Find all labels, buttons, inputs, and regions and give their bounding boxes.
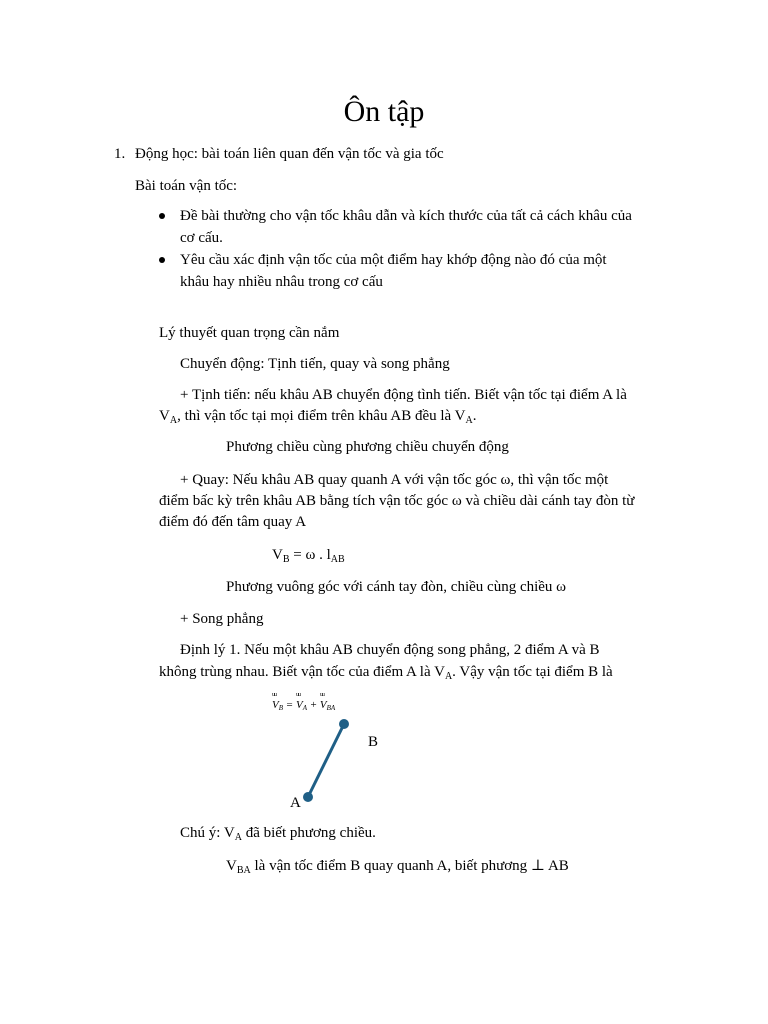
vector-formula: uu $V_B$ = uu $V_A$ + uu $V_{BA}$ — [272, 692, 336, 712]
rotation-line-3: điểm đó đến tâm quay A — [159, 514, 307, 530]
bullet-1-line-2: cơ cấu. — [180, 230, 223, 246]
theorem-line-1: Định lý 1. Nếu một khâu AB chuyển động song phẳng, 2 điểm A và B — [180, 642, 600, 658]
note-line-2: $V_{BA}$ là vận tốc điểm B quay quanh A, biết phương ⊥ AB — [226, 858, 569, 876]
subheading-velocity-problem: Bài toán vận tốc: — [135, 178, 238, 194]
link-ab — [308, 724, 344, 797]
section-number: 1. — [114, 146, 126, 162]
bullet-2-line-2: khâu hay nhiều nhâu trong cơ cấu — [180, 274, 383, 290]
rotation-line-1: + Quay: Nếu khâu AB quay quanh A với vận tốc góc ω, thì vận tốc một — [180, 472, 609, 488]
rotation-direction: Phương vuông góc với cánh tay đòn, chiều cùng chiều ω — [226, 579, 567, 595]
bullet-1-line-1: Đề bài thường cho vận tốc khâu dẫn và kích thước của tất cả cách khâu của — [180, 208, 632, 224]
section-heading: Động học: bài toán liên quan đến vận tốc và gia tốc — [135, 146, 444, 162]
theorem-line-2: không trùng nhau. Biết vận tốc của điểm A là $V_A$. Vậy vận tốc tại điểm B là — [159, 664, 613, 682]
translation-line-2: $V_A$, thì vận tốc tại mọi điểm trên khâu AB đều là $V_A$. — [159, 408, 477, 426]
theory-heading: Lý thuyết quan trọng cần nắm — [159, 325, 340, 341]
joint-a — [303, 792, 313, 802]
motion-types: Chuyển động: Tịnh tiến, quay và song phẳng — [180, 356, 450, 372]
label-a: A — [290, 795, 301, 811]
translation-line-1: + Tịnh tiến: nếu khâu AB chuyển động tình tiến. Biết vận tốc tại điểm A là — [180, 387, 627, 403]
note-line-1: Chú ý: $V_A$ đã biết phương chiều. — [180, 825, 376, 843]
translation-direction: Phương chiều cùng phương chiều chuyển động — [226, 439, 509, 455]
rotation-line-2: điểm bấc kỳ trên khâu AB bằng tích vận tốc góc ω và chiều dài cánh tay đòn từ — [159, 493, 635, 509]
label-b: B — [368, 734, 379, 750]
joint-b — [339, 719, 349, 729]
planar-heading: + Song phẳng — [180, 611, 264, 627]
bullet-2-line-1: Yêu cầu xác định vận tốc của một điểm hay khớp động nào đó của một — [180, 252, 607, 268]
rotation-formula: $V_B = \omega$ . $l_{AB}$ — [272, 547, 345, 565]
page-title: Ôn tập — [343, 95, 425, 128]
